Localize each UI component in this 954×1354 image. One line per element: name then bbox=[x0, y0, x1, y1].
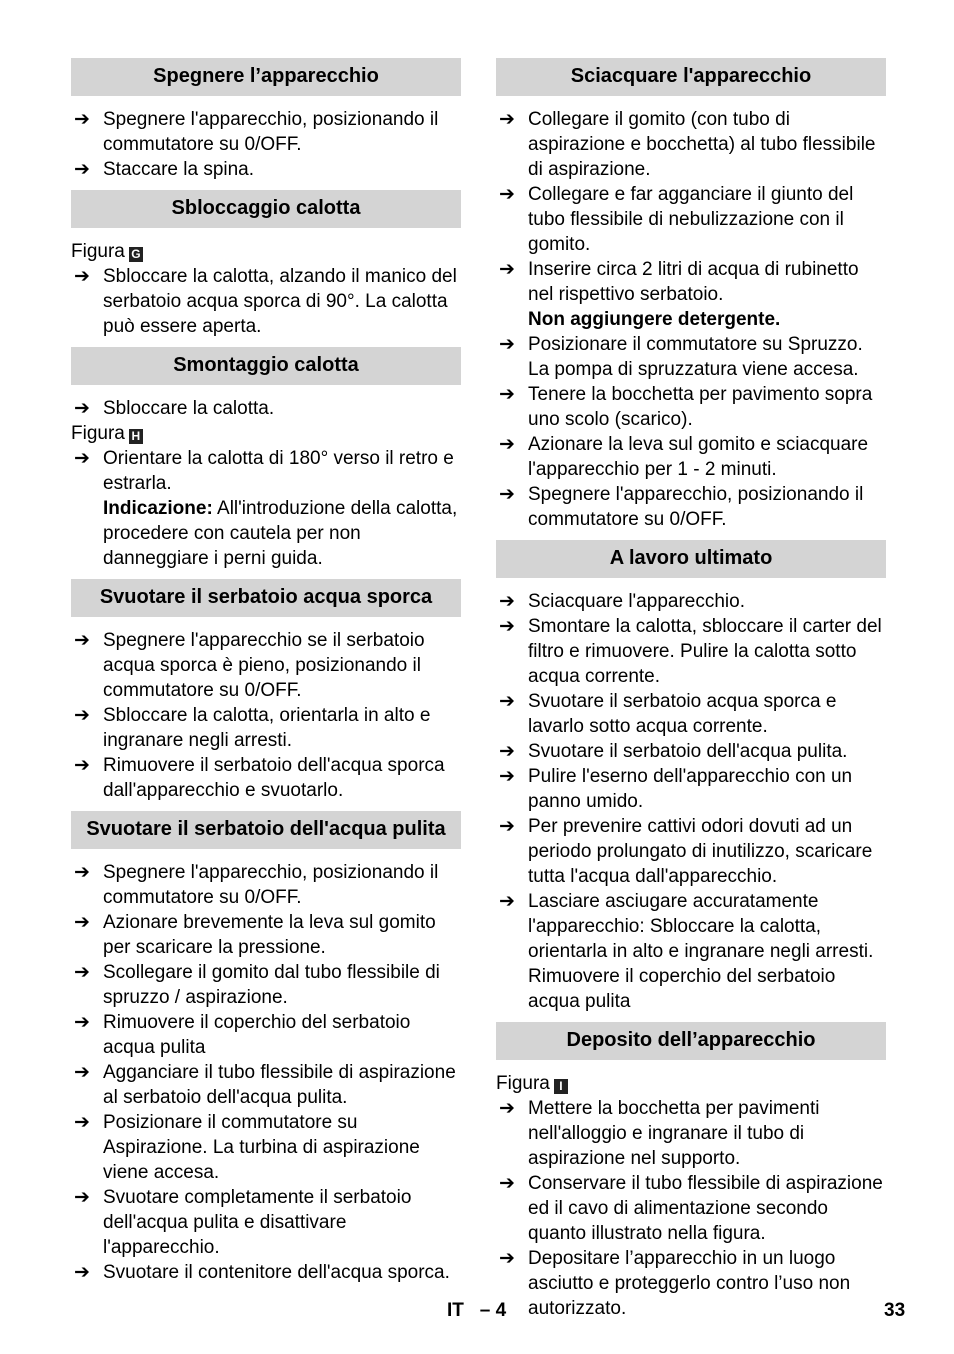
list-item: ➔ Staccare la spina. bbox=[74, 159, 255, 180]
arrow-right-icon: ➔ bbox=[499, 741, 515, 762]
section-heading: Deposito dell’apparecchio bbox=[496, 1022, 886, 1060]
arrow-right-icon: ➔ bbox=[499, 334, 515, 355]
section-heading: A lavoro ultimato bbox=[496, 540, 886, 578]
page-number: 33 bbox=[884, 1300, 906, 1321]
list-item: ➔ Depositare l’apparecchio in un luogo asciutto e proteggerlo contro l’uso non autorizzato. bbox=[499, 1248, 851, 1319]
arrow-right-icon: ➔ bbox=[499, 766, 515, 787]
arrow-right-icon: ➔ bbox=[499, 616, 515, 637]
arrow-right-icon: ➔ bbox=[499, 1248, 515, 1269]
section-heading: Spegnere l’apparecchio bbox=[71, 58, 461, 96]
list-item: ➔ Sbloccare la calotta. bbox=[74, 398, 275, 419]
list-item: ➔ Conservare il tubo flessibile di aspirazione ed il cavo di alimentazione secondo quanto illustrato nella figura. bbox=[499, 1173, 883, 1244]
list-item: ➔ Azionare la leva sul gomito e sciacquare l'apparecchio per 1 - 2 minuti. bbox=[499, 434, 869, 480]
list-item: ➔ Scollegare il gomito dal tubo flessibile di spruzzo / aspirazione. bbox=[74, 962, 440, 1008]
bold-note: Non aggiungere detergente. bbox=[528, 309, 781, 330]
section-svuotare-sporca bbox=[71, 579, 461, 803]
arrow-right-icon: ➔ bbox=[499, 591, 515, 612]
arrow-right-icon: ➔ bbox=[74, 1062, 90, 1083]
arrow-right-icon: ➔ bbox=[499, 384, 515, 405]
list-item: ➔ Posizionare il commutatore su Spruzzo. La pompa di spruzzatura viene accesa. bbox=[499, 334, 863, 380]
section-deposito bbox=[496, 1022, 886, 1321]
arrow-right-icon: ➔ bbox=[499, 259, 515, 280]
arrow-right-icon: ➔ bbox=[74, 1262, 90, 1283]
list-item: ➔ Lasciare asciugare accuratamente l'apparecchio: Sbloccare la calotta, orientarla in alto e ingranare negli arresti. Rimuovere il coperchio del serbatoio acqua pulita bbox=[499, 891, 874, 1012]
left-column bbox=[71, 58, 461, 1293]
figure-reference: Figura G bbox=[71, 239, 461, 264]
arrow-right-icon: ➔ bbox=[74, 109, 90, 130]
list-item: ➔ Pulire l'eserno dell'apparecchio con un panno umido. bbox=[499, 766, 853, 812]
list-item: ➔ Mettere la bocchetta per pavimenti nell'alloggio e ingranare il tubo di aspirazione nel supporto. bbox=[499, 1098, 820, 1169]
list-item: ➔ Sbloccare la calotta, orientarla in alto e ingranare negli arresti. bbox=[74, 705, 431, 751]
figure-badge: I bbox=[554, 1079, 568, 1094]
arrow-right-icon: ➔ bbox=[499, 691, 515, 712]
figure-reference: Figura H bbox=[71, 421, 461, 446]
arrow-right-icon: ➔ bbox=[74, 862, 90, 883]
arrow-right-icon: ➔ bbox=[499, 184, 515, 205]
section-lavoro-ultimato bbox=[496, 540, 886, 1014]
list-item: ➔ Rimuovere il coperchio del serbatoio acqua pulita bbox=[74, 1012, 411, 1058]
footer-page-ref: IT – 4 bbox=[447, 1300, 507, 1321]
section-heading: Sciacquare l'apparecchio bbox=[496, 58, 886, 96]
list-item: ➔ Svuotare il serbatoio acqua sporca e lavarlo sotto acqua corrente. bbox=[499, 691, 837, 737]
list-item: ➔ Agganciare il tubo flessibile di aspirazione al serbatoio dell'acqua pulita. bbox=[74, 1062, 456, 1108]
list-item: ➔ Inserire circa 2 litri di acqua di rubinetto nel rispettivo serbatoio. bbox=[499, 259, 859, 305]
section-smontaggio bbox=[71, 347, 461, 571]
list-item: ➔ Spegnere l'apparecchio, posizionando il commutatore su 0/OFF. bbox=[74, 862, 439, 908]
list-item: ➔ Orientare la calotta di 180° verso il retro e estrarla. bbox=[74, 448, 454, 494]
arrow-right-icon: ➔ bbox=[499, 1098, 515, 1119]
arrow-right-icon: ➔ bbox=[74, 266, 90, 287]
arrow-right-icon: ➔ bbox=[74, 962, 90, 983]
arrow-right-icon: ➔ bbox=[74, 755, 90, 776]
section-sbloccaggio bbox=[71, 190, 461, 339]
arrow-right-icon: ➔ bbox=[74, 705, 90, 726]
arrow-right-icon: ➔ bbox=[499, 816, 515, 837]
section-sciacquare bbox=[496, 58, 886, 532]
arrow-right-icon: ➔ bbox=[499, 484, 515, 505]
list-item: ➔ Spegnere l'apparecchio, posizionando il commutatore su 0/OFF. bbox=[499, 484, 864, 530]
section-spegnere bbox=[71, 58, 461, 182]
list-item: ➔ Svuotare il contenitore dell'acqua sporca. bbox=[74, 1262, 450, 1283]
list-item: ➔ Collegare il gomito (con tubo di aspirazione e bocchetta) al tubo flessibile di aspirazione. bbox=[499, 109, 876, 180]
right-column bbox=[496, 58, 886, 1329]
arrow-right-icon: ➔ bbox=[74, 159, 90, 180]
section-heading: Svuotare il serbatoio dell'acqua pulita bbox=[71, 811, 461, 849]
list-item: ➔ Per prevenire cattivi odori dovuti ad un periodo prolungato di inutilizzo, scaricare tutta l'acqua dall'apparecchio. bbox=[499, 816, 873, 887]
list-item: ➔ Tenere la bocchetta per pavimento sopra uno scolo (scarico). bbox=[499, 384, 873, 430]
list-item: ➔ Posizionare il commutatore su Aspirazione. La turbina di aspirazione viene accesa. bbox=[74, 1112, 420, 1183]
list-item: ➔ Svuotare il serbatoio dell'acqua pulita. bbox=[499, 741, 848, 762]
arrow-right-icon: ➔ bbox=[74, 912, 90, 933]
list-item: ➔ Spegnere l'apparecchio se il serbatoio acqua sporca è pieno, posizionando il commutatore su 0/OFF. bbox=[74, 630, 425, 701]
list-item: ➔ Collegare e far agganciare il giunto del tubo flessibile di nebulizzazione con il gomito. bbox=[499, 184, 854, 255]
arrow-right-icon: ➔ bbox=[499, 891, 515, 912]
list-item: ➔ Sciacquare l'apparecchio. bbox=[499, 591, 745, 612]
list-item: ➔ Azionare brevemente la leva sul gomito per scaricare la pressione. bbox=[74, 912, 436, 958]
figure-reference: Figura I bbox=[496, 1071, 886, 1096]
list-item: ➔ Rimuovere il serbatoio dell'acqua sporca dall'apparecchio e svuotarlo. bbox=[74, 755, 445, 801]
section-heading: Sbloccaggio calotta bbox=[71, 190, 461, 228]
arrow-right-icon: ➔ bbox=[74, 630, 90, 651]
section-heading: Smontaggio calotta bbox=[71, 347, 461, 385]
figure-badge: G bbox=[129, 247, 143, 262]
note: Indicazione: All'introduzione della calotta, procedere con cautela per non danneggiare i perni guida. bbox=[103, 498, 458, 569]
arrow-right-icon: ➔ bbox=[499, 1173, 515, 1194]
arrow-right-icon: ➔ bbox=[499, 434, 515, 455]
figure-badge: H bbox=[129, 429, 143, 444]
arrow-right-icon: ➔ bbox=[74, 448, 90, 469]
list-item: ➔ Sbloccare la calotta, alzando il manico del serbatoio acqua sporca di 90°. La calotta può essere aperta. bbox=[74, 266, 457, 337]
arrow-right-icon: ➔ bbox=[74, 1187, 90, 1208]
list-item: ➔ Smontare la calotta, sbloccare il carter del filtro e rimuovere. Pulire la calotta sotto acqua corrente. bbox=[499, 616, 882, 687]
arrow-right-icon: ➔ bbox=[74, 398, 90, 419]
arrow-right-icon: ➔ bbox=[74, 1012, 90, 1033]
arrow-right-icon: ➔ bbox=[74, 1112, 90, 1133]
list-item: ➔ Spegnere l'apparecchio, posizionando il commutatore su 0/OFF. bbox=[74, 109, 439, 155]
section-svuotare-pulita bbox=[71, 811, 461, 1285]
section-heading: Svuotare il serbatoio acqua sporca bbox=[71, 579, 461, 617]
arrow-right-icon: ➔ bbox=[499, 109, 515, 130]
list-item: ➔ Svuotare completamente il serbatoio dell'acqua pulita e disattivare l'apparecchio. bbox=[74, 1187, 412, 1258]
